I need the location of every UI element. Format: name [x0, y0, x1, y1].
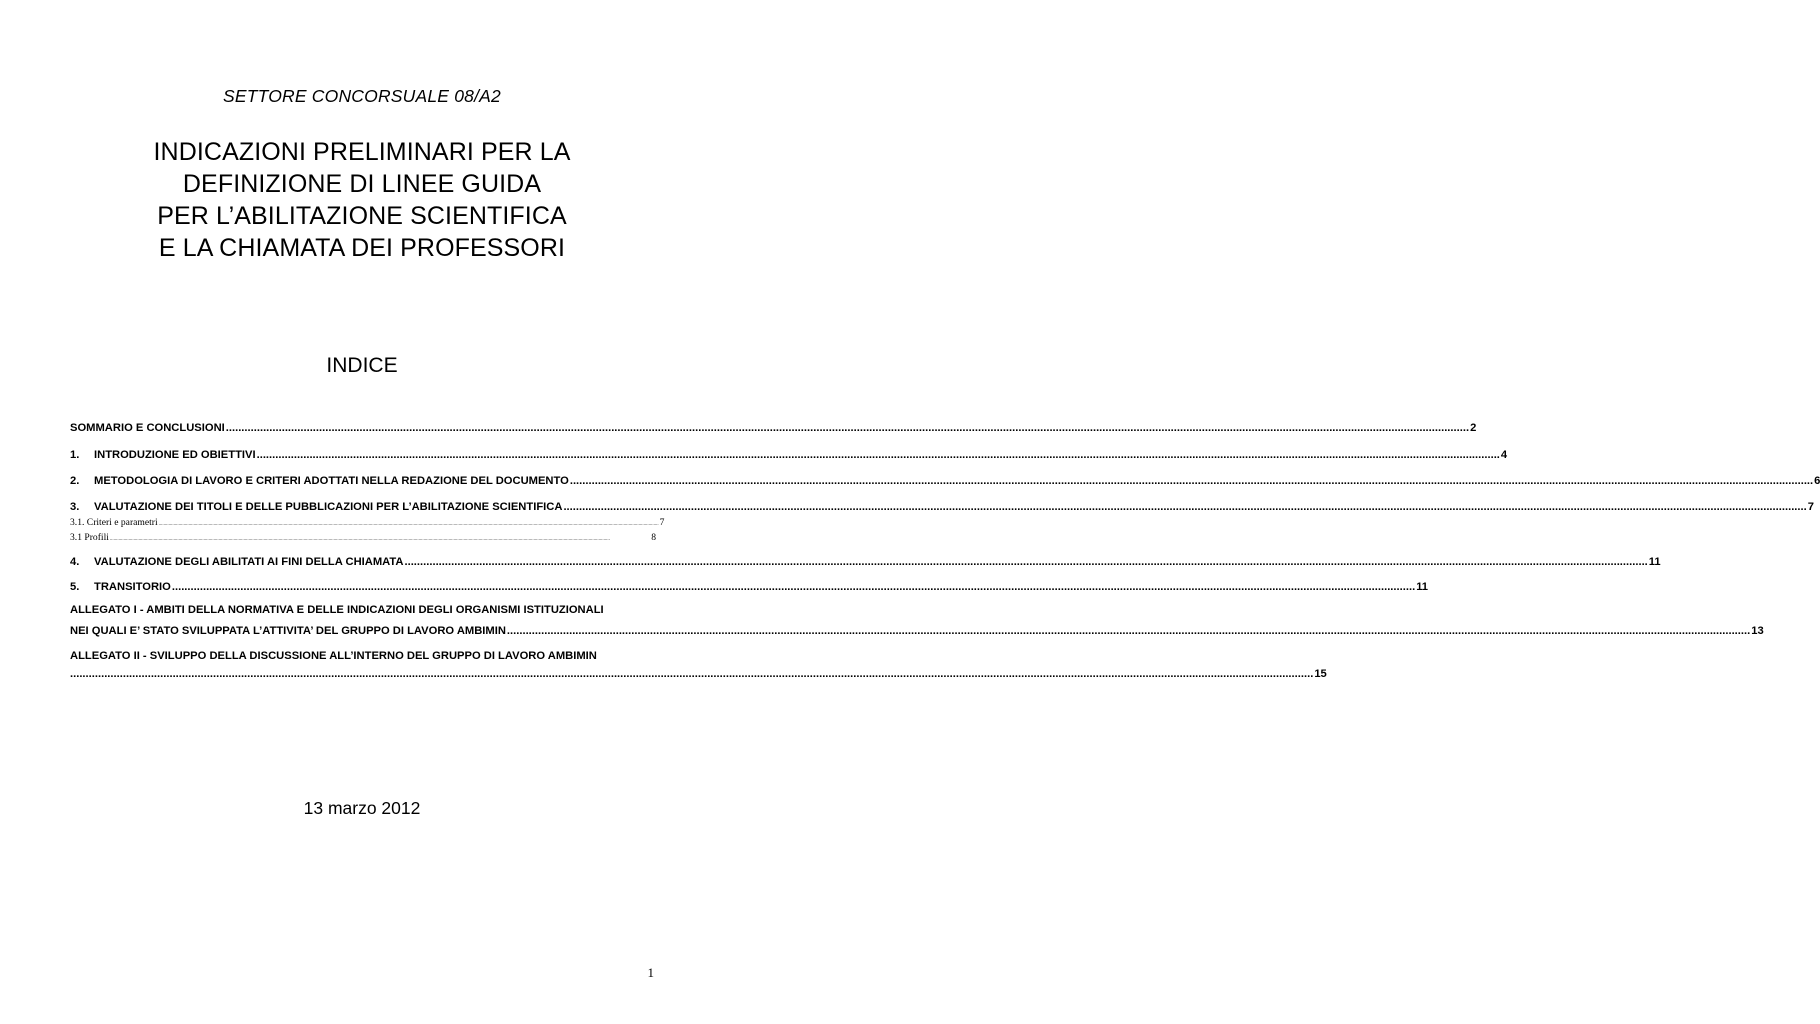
- toc-entry-allegato-2[interactable]: [70, 668, 1327, 680]
- document-date: 13 marzo 2012: [303, 798, 421, 818]
- toc-entry-page: 7: [1807, 501, 1814, 513]
- toc-entry-label: INTRODUZIONE ED OBIETTIVI: [94, 449, 256, 461]
- toc-entry-allegato-2-line1[interactable]: ALLEGATO II - SVILUPPO DELLA DISCUSSIONE ALL’INTERNO DEL GRUPPO DI LAVORO AMBIMIN: [70, 650, 597, 662]
- page-number: 1: [647, 965, 654, 980]
- toc-dot-leader: ................................................................................................................................................................................................................................................................................................................................................................................................................: [256, 449, 1500, 461]
- toc-dot-leader: ................................................................................................................................................................................................................................................................................................................................................................................................................: [569, 475, 1814, 487]
- toc-entry-number: 1.: [70, 449, 80, 461]
- toc-entry-3-1[interactable]: [70, 517, 665, 528]
- toc-entry-label: METODOLOGIA DI LAVORO E CRITERI ADOTTATI NELLA REDAZIONE DEL DOCUMENTO: [94, 475, 569, 487]
- toc-entry-label: VALUTAZIONE DEGLI ABILITATI AI FINI DELLA CHIAMATA: [94, 556, 404, 568]
- sector-subtitle: SETTORE CONCORSUALE 08/A2: [223, 86, 501, 106]
- toc-entry-page: 11: [1648, 556, 1661, 568]
- toc-entry-1[interactable]: [70, 449, 1508, 461]
- toc-dot-leader: ................................................................................................................................................................................................................................................................................................................................................................................................................: [109, 537, 610, 542]
- toc-dot-leader: ................................................................................................................................................................................................................................................................................................................................................................................................................: [404, 556, 1648, 568]
- toc-entry-3-1-profili[interactable]: [70, 532, 656, 543]
- toc-entry-number: 3.: [70, 501, 80, 513]
- toc-dot-leader: ................................................................................................................................................................................................................................................................................................................................................................................................................: [225, 422, 1470, 434]
- toc-entry-allegato-1[interactable]: [70, 625, 1764, 637]
- toc-entry-number: 4.: [70, 556, 80, 568]
- toc-entry-page: 15: [1314, 668, 1327, 680]
- document-title: [0, 136, 724, 264]
- title-line: E LA CHIAMATA DEI PROFESSORI: [158, 234, 566, 262]
- toc-dot-leader: ................................................................................................................................................................................................................................................................................................................................................................................................................: [171, 581, 1416, 593]
- toc-entry-label: VALUTAZIONE DEI TITOLI E DELLE PUBBLICAZIONI PER L’ABILITAZIONE SCIENTIFICA: [94, 501, 563, 513]
- toc-entry-label: 3.1 Profili: [70, 532, 109, 543]
- index-heading: INDICE: [326, 354, 398, 377]
- toc-dot-leader: ................................................................................................................................................................................................................................................................................................................................................................................................................: [506, 625, 1751, 637]
- toc-entry-page: 13: [1751, 625, 1764, 637]
- toc-entry-3[interactable]: [70, 501, 1814, 513]
- toc-dot-leader: ................................................................................................................................................................................................................................................................................................................................................................................................................: [70, 668, 1314, 680]
- title-line: INDICAZIONI PRELIMINARI PER LA: [153, 138, 571, 166]
- toc-entry-label: NEI QUALI E’ STATO SVILUPPATA L’ATTIVITA’ DEL GRUPPO DI LAVORO AMBIMIN: [70, 625, 506, 637]
- toc-entry-5[interactable]: [70, 581, 1429, 593]
- toc-entry-page: 8: [651, 532, 656, 543]
- toc-entry-page: 2: [1470, 422, 1477, 434]
- toc-dot-leader: ................................................................................................................................................................................................................................................................................................................................................................................................................: [158, 522, 659, 527]
- toc-entry-4[interactable]: [70, 556, 1661, 568]
- toc-entry-page: 4: [1500, 449, 1508, 461]
- toc-dot-leader: ................................................................................................................................................................................................................................................................................................................................................................................................................: [563, 501, 1807, 513]
- toc-entry-number: 2.: [70, 475, 80, 487]
- toc-entry-allegato-1-line1[interactable]: ALLEGATO I - AMBITI DELLA NORMATIVA E DELLE INDICAZIONI DEGLI ORGANISMI ISTITUZIONALI: [70, 604, 604, 616]
- toc-entry-number: 5.: [70, 581, 80, 593]
- toc-entry-sommario[interactable]: [70, 422, 1477, 434]
- title-line: DEFINIZIONE DI LINEE GUIDA: [182, 170, 542, 198]
- toc-entry-page: 11: [1416, 581, 1429, 593]
- toc-entry-label: TRANSITORIO: [94, 581, 171, 593]
- toc-entry-2[interactable]: [70, 475, 1820, 487]
- title-line: PER L’ABILITAZIONE SCIENTIFICA: [157, 202, 567, 230]
- toc-entry-page: 7: [659, 517, 665, 528]
- toc-entry-label: 3.1. Criteri e parametri: [70, 517, 158, 528]
- toc-entry-page: 6: [1814, 475, 1820, 487]
- toc-entry-label: SOMMARIO E CONCLUSIONI: [70, 422, 225, 434]
